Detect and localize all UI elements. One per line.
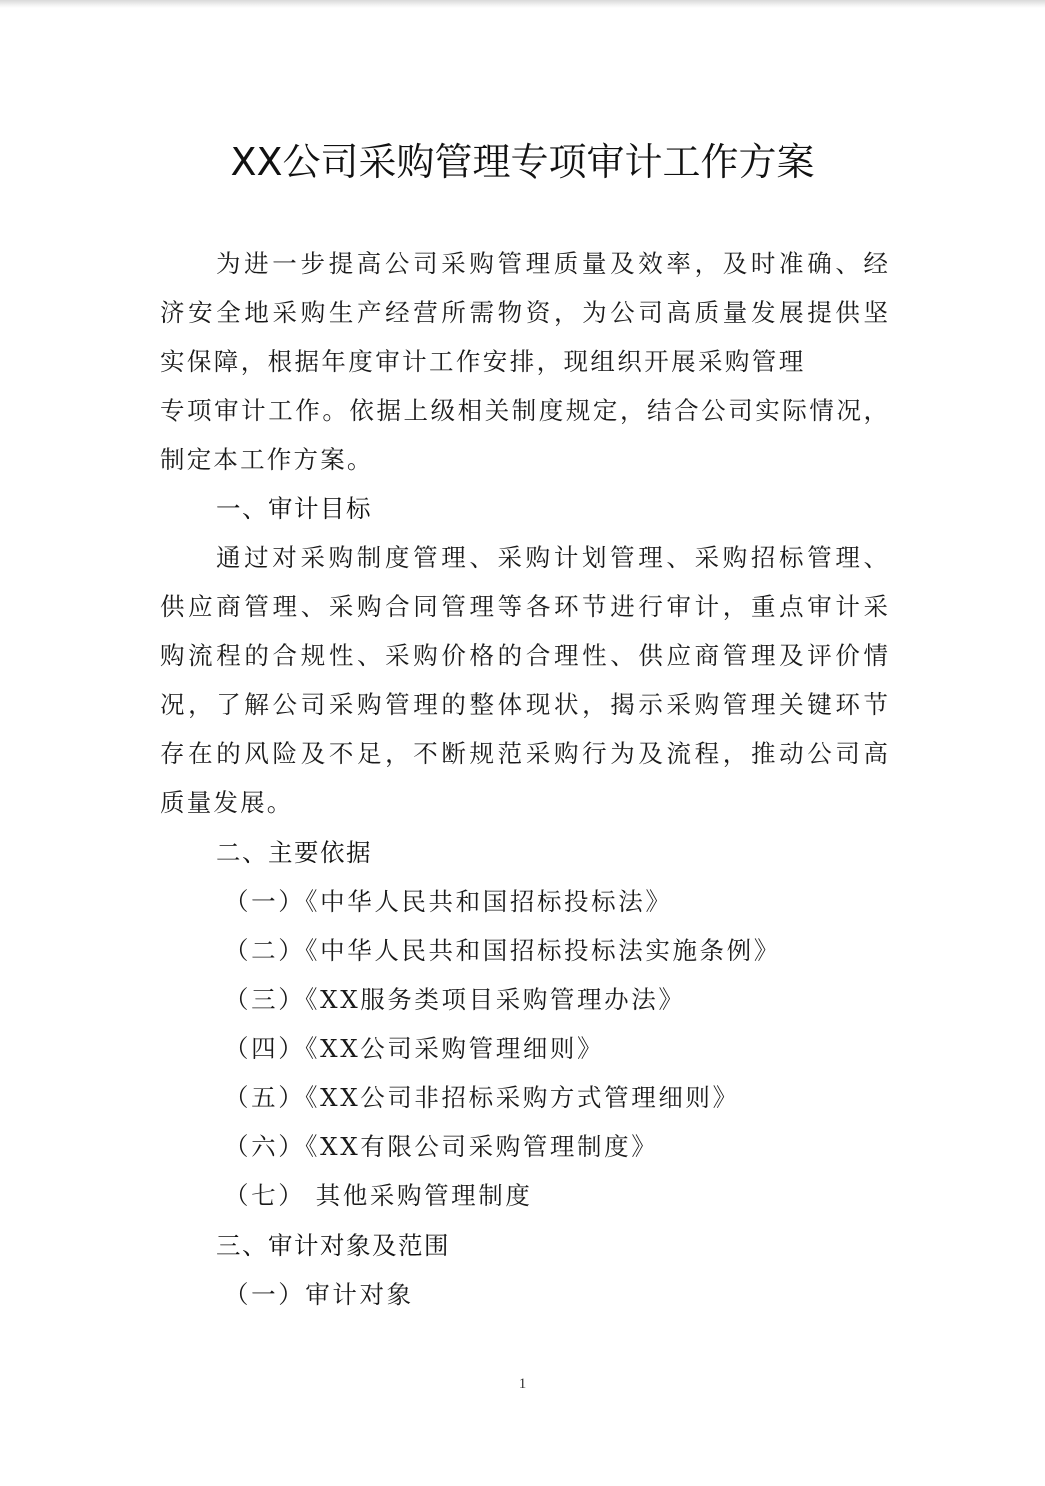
goal-line: 供应商管理、采购合同管理等各环节进行审计，重点审计采 [160,592,888,621]
intro-line: 实保障，根据年度审计工作安排，现组织开展采购管理 [160,347,806,376]
sub-heading-audit-object: （一）审计对象 [224,1280,414,1309]
goal-line: 存在的风险及不足，不断规范采购行为及流程，推动公司高 [160,739,888,768]
goal-line: 况，了解公司采购管理的整体现状，揭示采购管理关键环节 [160,690,888,719]
basis-item: （四）《XX公司采购管理细则》 [224,1034,605,1063]
basis-item: （二）《中华人民共和国招标投标法实施条例》 [224,936,781,965]
goal-line: 购流程的合规性、采购价格的合理性、供应商管理及评价情 [160,641,888,670]
intro-line: 专项审计工作。依据上级相关制度规定，结合公司实际情况， [160,396,888,425]
basis-item: （一）《中华人民共和国招标投标法》 [224,887,673,916]
basis-item: （三）《XX服务类项目采购管理办法》 [224,985,686,1014]
intro-line: 为进一步提高公司采购管理质量及效率，及时准确、经 [216,249,888,278]
page-number: 1 [518,1376,527,1392]
basis-item: （七） 其他采购管理制度 [224,1181,533,1210]
goal-line: 通过对采购制度管理、采购计划管理、采购招标管理、 [216,543,888,572]
basis-item: （五）《XX公司非招标采购方式管理细则》 [224,1083,740,1112]
intro-line: 济安全地采购生产经营所需物资，为公司高质量发展提供坚 [160,298,888,327]
page-top-shadow [0,0,1045,8]
document-title: XX公司采购管理专项审计工作方案 [230,140,815,184]
section-heading-audit-scope: 三、审计对象及范围 [216,1231,450,1260]
goal-line: 质量发展。 [160,788,294,817]
section-heading-audit-goal: 一、审计目标 [216,494,372,523]
section-heading-main-basis: 二、主要依据 [216,838,372,867]
basis-item: （六）《XX有限公司采购管理制度》 [224,1132,659,1161]
intro-line: 制定本工作方案。 [160,445,374,474]
